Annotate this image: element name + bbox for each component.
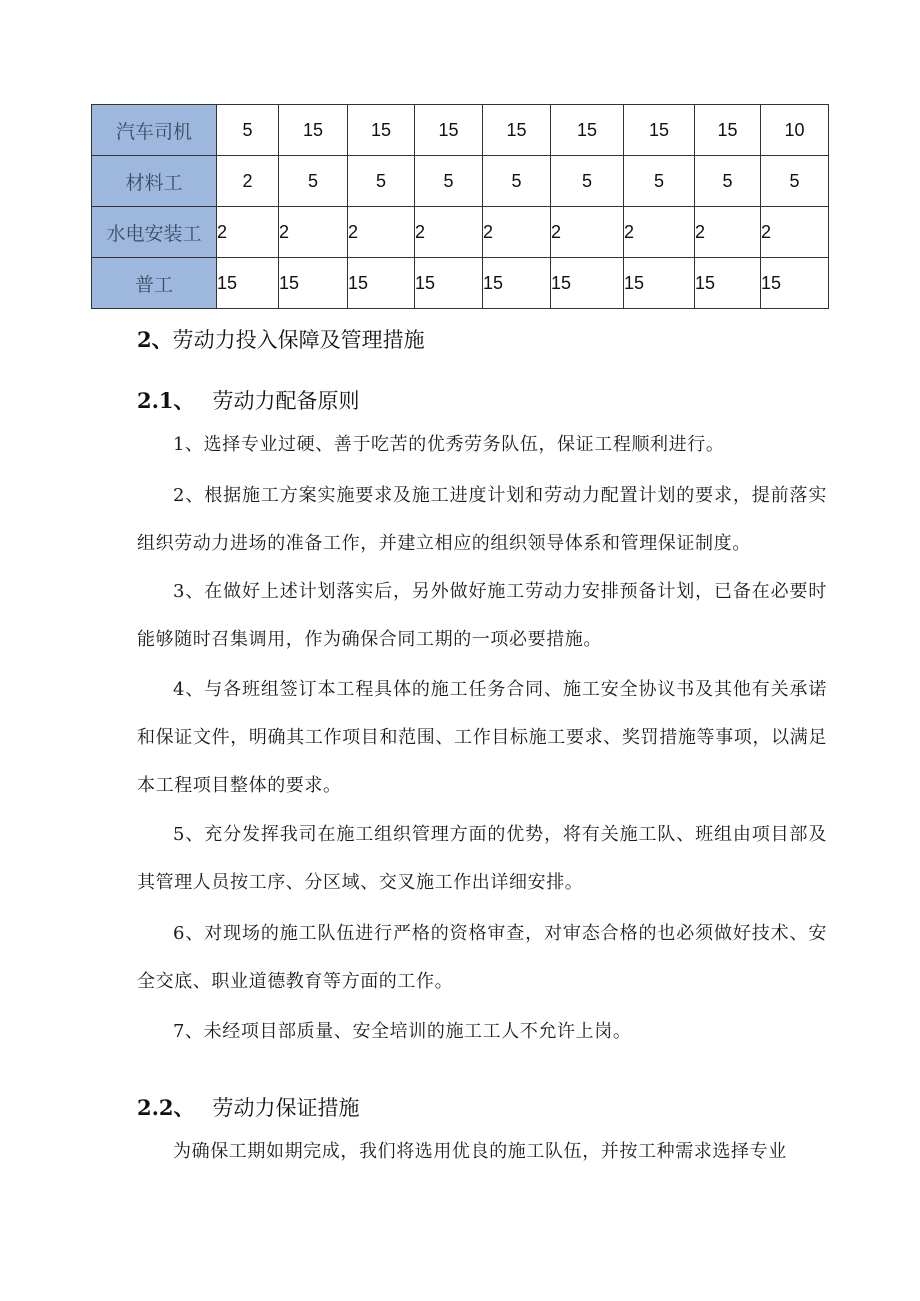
subsection-title: 劳动力保证措施	[212, 1096, 360, 1120]
value-cell: 15	[348, 258, 415, 309]
value-cell: 2	[415, 207, 483, 258]
value-cell: 5	[695, 156, 761, 207]
value-cell: 15	[624, 105, 695, 156]
value-cell: 2	[624, 207, 695, 258]
section-title: 劳动力投入保障及管理措施	[172, 328, 425, 352]
table-row	[92, 105, 829, 156]
value-cell: 15	[279, 105, 348, 156]
value-cell: 15	[695, 105, 761, 156]
value-cell: 2	[695, 207, 761, 258]
value-cell: 15	[483, 105, 551, 156]
value-cell: 5	[415, 156, 483, 207]
role-cell: 材料工	[92, 156, 217, 207]
value-cell: 2	[217, 156, 279, 207]
role-cell: 汽车司机	[92, 105, 217, 156]
value-cell: 15	[348, 105, 415, 156]
value-cell: 2	[279, 207, 348, 258]
list-item: 3、在做好上述计划落实后，另外做好施工劳动力安排预备计划，已备在必要时能够随时召集调用，作为确保合同工期的一项必要措施。	[137, 581, 827, 650]
value-cell: 5	[217, 105, 279, 156]
table-row	[92, 207, 829, 258]
list-item: 4、与各班组签订本工程具体的施工任务合同、施工安全协议书及其他有关承诺和保证文件，明确其工作项目和范围、工作目标施工要求、奖罚措施等事项，以满足本工程项目整体的要求。	[137, 679, 827, 796]
value-cell: 2	[217, 207, 279, 258]
subsection-heading	[137, 385, 360, 415]
value-cell: 15	[551, 258, 624, 309]
value-cell: 5	[483, 156, 551, 207]
list-item: 6、对现场的施工队伍进行严格的资格审查，对审态合格的也必须做好技术、安全交底、职业道德教育等方面的工作。	[137, 923, 827, 992]
section-heading	[137, 324, 425, 354]
table-row	[92, 258, 829, 309]
subsection-heading	[137, 1092, 360, 1122]
value-cell: 10	[761, 105, 829, 156]
list-item: 1、选择专业过硬、善于吃苦的优秀劳务队伍，保证工程顺利进行。	[173, 434, 725, 455]
table-row	[92, 156, 829, 207]
value-cell: 15	[483, 258, 551, 309]
value-cell: 15	[217, 258, 279, 309]
value-cell: 15	[761, 258, 829, 309]
value-cell: 15	[624, 258, 695, 309]
value-cell: 5	[551, 156, 624, 207]
value-cell: 2	[551, 207, 624, 258]
value-cell: 5	[624, 156, 695, 207]
value-cell: 15	[551, 105, 624, 156]
value-cell: 5	[761, 156, 829, 207]
role-cell: 水电安装工	[92, 207, 217, 258]
value-cell: 15	[415, 105, 483, 156]
value-cell: 2	[483, 207, 551, 258]
labor-table	[91, 104, 829, 309]
value-cell: 15	[695, 258, 761, 309]
list-item: 7、未经项目部质量、安全培训的施工工人不允许上岗。	[173, 1021, 632, 1042]
subsection-title: 劳动力配备原则	[212, 389, 360, 413]
section-number: 2、	[137, 327, 173, 352]
value-cell: 5	[279, 156, 348, 207]
value-cell: 15	[415, 258, 483, 309]
subsection-number: 2.1、	[137, 388, 195, 413]
value-cell: 15	[279, 258, 348, 309]
value-cell: 5	[348, 156, 415, 207]
list-item: 2、根据施工方案实施要求及施工进度计划和劳动力配置计划的要求，提前落实组织劳动力进场的准备工作，并建立相应的组织领导体系和管理保证制度。	[137, 485, 827, 554]
role-cell: 普工	[92, 258, 217, 309]
subsection-number: 2.2、	[137, 1095, 195, 1120]
body-paragraph: 为确保工期如期完成，我们将选用优良的施工队伍，并按工种需求选择专业	[173, 1141, 787, 1162]
value-cell: 2	[348, 207, 415, 258]
list-item: 5、充分发挥我司在施工组织管理方面的优势，将有关施工队、班组由项目部及其管理人员按工序、分区域、交叉施工作出详细安排。	[137, 824, 827, 893]
value-cell: 2	[761, 207, 829, 258]
